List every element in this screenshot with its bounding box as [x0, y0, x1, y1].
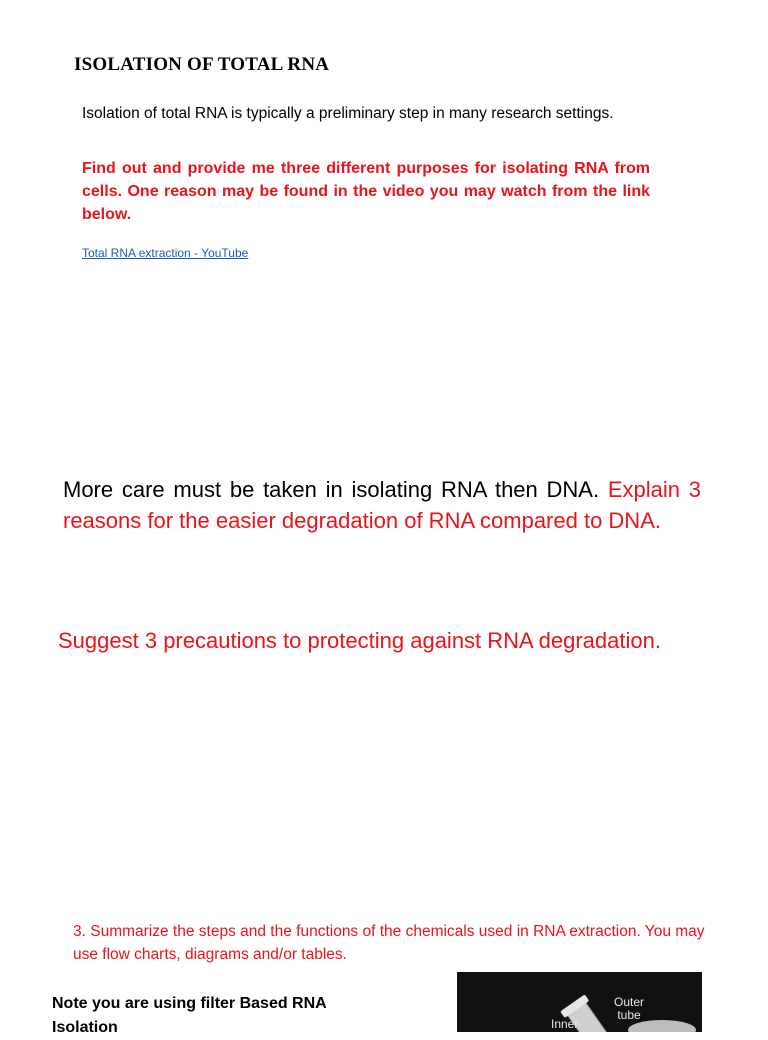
spin-column-figure [457, 972, 702, 1032]
youtube-link[interactable]: Total RNA extraction - YouTube [82, 246, 249, 260]
task-purposes: Find out and provide me three different purposes for isolating RNA from cells. One reason may be found in the video you may watch from the link below. [82, 160, 650, 223]
summary-question: 3. Summarize the steps and the functions of the chemicals used in RNA extraction. You may use flow charts, diagrams and/or tables. [73, 923, 705, 963]
outer-tube-label: Outer tube [613, 995, 644, 1022]
care-question [63, 474, 701, 536]
filter-note: Note you are using filter Based RNA Isolation [52, 995, 327, 1036]
care-explain-prompt: Explain 3 reasons for the easier degradation of RNA compared to DNA. [63, 477, 701, 533]
spin-column-drawing [457, 972, 702, 1032]
page-title: ISOLATION OF TOTAL RNA [74, 54, 330, 75]
care-statement: More care must be taken in isolating RNA then DNA. [63, 477, 608, 502]
inner-tube-label: Inner [551, 1017, 579, 1031]
intro-text: Isolation of total RNA is typically a preliminary step in many research settings. [82, 105, 614, 122]
precaution-question: Suggest 3 precautions to protecting against RNA degradation. [58, 628, 661, 653]
